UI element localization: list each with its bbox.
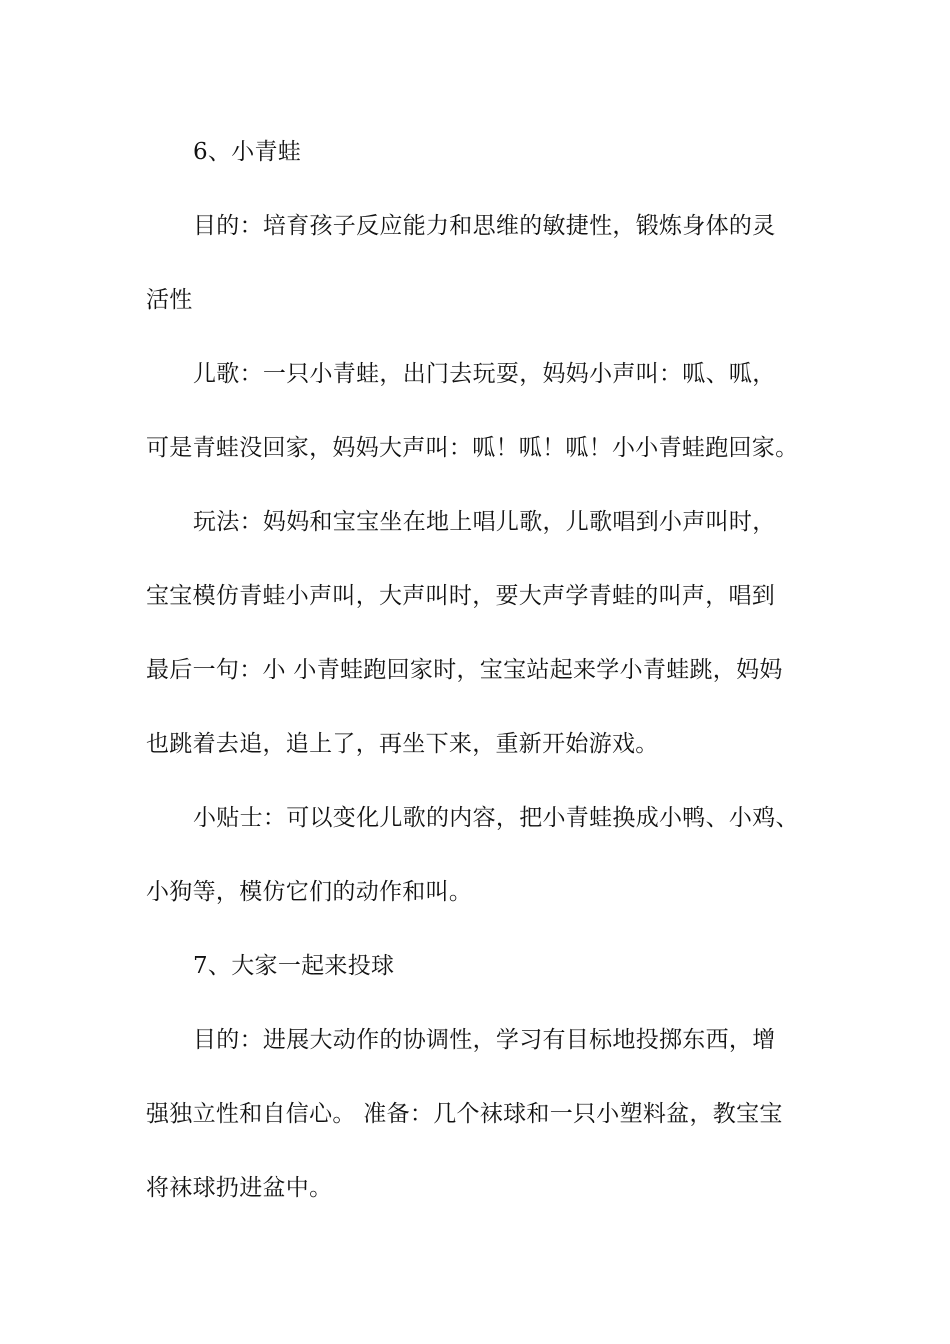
section-heading-throw-ball: 7、大家一起来投球 bbox=[193, 953, 395, 979]
paragraph-line: 儿歌：一只小青蛙，出门去玩耍，妈妈小声叫：呱、呱， bbox=[193, 361, 776, 387]
paragraph-line: 可是青蛙没回家，妈妈大声叫：呱！呱！呱！小小青蛙跑回家。 bbox=[146, 435, 799, 461]
paragraph-line: 宝宝模仿青蛙小声叫，大声叫时，要大声学青蛙的叫声，唱到 bbox=[146, 583, 776, 609]
paragraph-line: 强独立性和自信心。 准备：几个袜球和一只小塑料盆，教宝宝 bbox=[146, 1101, 783, 1127]
paragraph-line: 小狗等，模仿它们的动作和叫。 bbox=[146, 879, 473, 905]
section-heading-little-frog: 6、小青蛙 bbox=[193, 139, 302, 165]
document-body bbox=[146, 128, 826, 1238]
paragraph-line: 最后一句：小 小青蛙跑回家时，宝宝站起来学小青蛙跳，妈妈 bbox=[146, 657, 783, 683]
paragraph-line: 目的：培育孩子反应能力和思维的敏捷性，锻炼身体的灵 bbox=[193, 213, 776, 239]
paragraph-line: 也跳着去追，追上了，再坐下来，重新开始游戏。 bbox=[146, 731, 659, 757]
paragraph-line: 目的：进展大动作的协调性，学习有目标地投掷东西，增 bbox=[193, 1027, 776, 1053]
paragraph-line: 玩法：妈妈和宝宝坐在地上唱儿歌，儿歌唱到小声叫时， bbox=[193, 509, 776, 535]
paragraph-line: 小贴士：可以变化儿歌的内容，把小青蛙换成小鸭、小鸡、 bbox=[193, 805, 799, 831]
paragraph-line: 将袜球扔进盆中。 bbox=[146, 1175, 333, 1201]
paragraph-line: 活性 bbox=[146, 287, 193, 313]
